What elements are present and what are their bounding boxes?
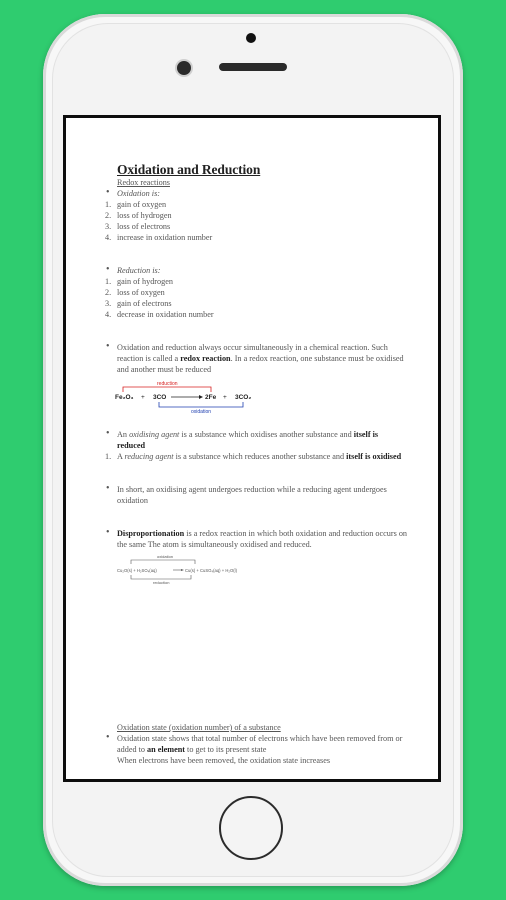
disproportionation-equation (117, 552, 408, 586)
list-item: 3. gain of electrons (105, 299, 172, 308)
product-fe: 2Fe (205, 394, 217, 401)
oxidation-list (105, 199, 408, 243)
home-button[interactable] (219, 796, 283, 860)
list-item: 2. loss of oxygen (105, 288, 165, 297)
oxidation-intro: • Oxidation is: (106, 187, 160, 198)
disproportionation-diagram (117, 552, 277, 586)
section-subtitle: Redox reactions (117, 178, 170, 187)
redox-equation (115, 379, 408, 413)
oxidising-agent-paragraph: • An oxidising agent is a substance which oxidises another substance and itself is reduced (106, 428, 379, 450)
proximity-sensor-icon (246, 33, 256, 43)
list-item: 1. gain of oxygen (105, 200, 167, 209)
list-item: 2. loss of hydrogen (105, 211, 172, 220)
phone-screen (63, 115, 441, 782)
plus-sign: + (141, 394, 145, 401)
reduction-label: reduction (157, 381, 178, 387)
product-co2: 3CO₂ (235, 394, 252, 401)
oxidation-bracket (159, 402, 243, 407)
plus-sign: + (223, 394, 227, 401)
front-camera-icon (177, 61, 191, 75)
oxidation-label: oxidation (191, 409, 212, 413)
list-item: 4. increase in oxidation number (105, 233, 213, 242)
reduction-bracket (131, 575, 191, 579)
list-item: 1. gain of hydrogen (105, 277, 173, 286)
reduction-intro: • Reduction is: (106, 264, 161, 275)
oxidation-label: oxidation (157, 554, 174, 559)
reactant-fe2o3: Fe₂O₃ (115, 394, 134, 401)
list-item: 4. decrease in oxidation number (105, 310, 214, 319)
reaction-arrow-head (199, 395, 203, 399)
redox-paragraph: • Oxidation and reduction always occur simultaneously in a chemical reaction. Such reaction is called a redox reaction. In a redox reaction, one substance must be oxidised and another must be reduced (106, 341, 404, 374)
disproportionation-paragraph: • Disproportionation is a redox reaction in which both oxidation and reduction occurs on the same The atom is simultaneously oxidised and reduced. (106, 527, 408, 549)
reducing-agent-paragraph: 1. A reducing agent is a substance which reduces another substance and itself is oxidised (105, 452, 402, 461)
reaction-arrow-head (181, 569, 184, 571)
earpiece-speaker-icon (219, 63, 287, 71)
redox-equation-diagram (115, 379, 265, 413)
oxidation-state-paragraph: • Oxidation state shows that total number of electrons which have been removed from or added to an element to get to its present state (106, 732, 403, 754)
reduction-list (105, 276, 408, 320)
in-short-paragraph: • In short, an oxidising agent undergoes reduction while a reducing agent undergoes oxidation (106, 483, 387, 505)
oxidation-state-cutoff: When electrons have been removed, the oxidation state increases (117, 756, 331, 765)
page-title: Oxidation and Reduction (117, 162, 261, 177)
products-text: Cu(s) + CuSO₄(aq) + H₂O(l) (185, 568, 237, 573)
reduction-label: reduction (153, 580, 170, 585)
section-title-oxidation-state: Oxidation state (oxidation number) of a substance (117, 723, 281, 732)
reactant-co: 3CO (153, 394, 167, 401)
reduction-bracket (123, 387, 211, 392)
oxidation-bracket (131, 560, 195, 564)
reactants-text: Cu₂O(s) + H₂SO₄(aq) (117, 568, 157, 573)
list-item: 3. loss of electrons (105, 222, 171, 231)
document-page[interactable] (66, 118, 438, 779)
